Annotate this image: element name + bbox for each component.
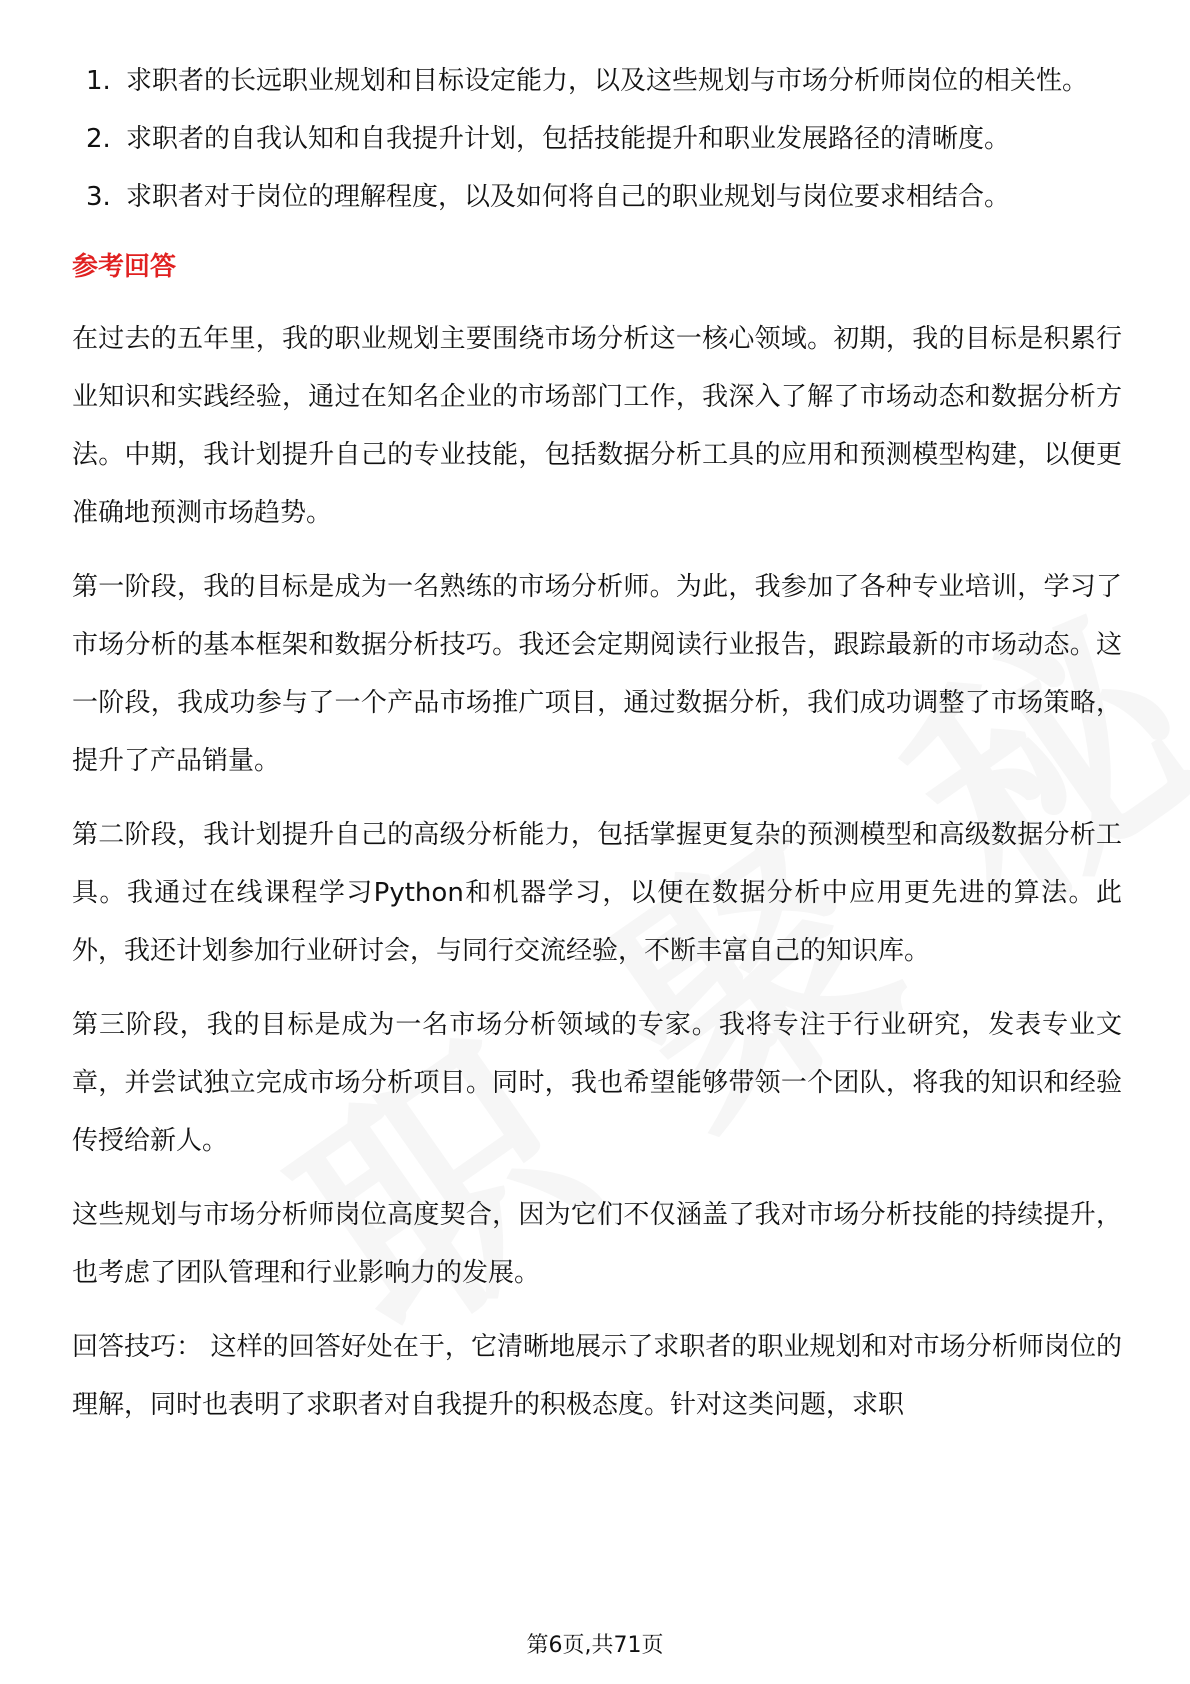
paragraph: 这些规划与市场分析师岗位高度契合，因为它们不仅涵盖了我对市场分析技能的持续提升，也考虑了团队管理和行业影响力的发展。 <box>72 1200 1122 1288</box>
list-item <box>72 52 1122 110</box>
list-item <box>72 168 1122 226</box>
list-item-text: 求职者对于岗位的理解程度，以及如何将自己的职业规划与岗位要求相结合。 <box>126 182 1011 212</box>
paragraph: 第三阶段，我的目标是成为一名市场分析领域的专家。我将专注于行业研究，发表专业文章，并尝试独立完成市场分析项目。同时，我也希望能够带领一个团队，将我的知识和经验传授给新人。 <box>72 1010 1122 1156</box>
list-item <box>72 110 1122 168</box>
criteria-list <box>72 52 1122 226</box>
section-title: 参考回答 <box>72 252 177 282</box>
list-item-number: 3. <box>86 182 111 212</box>
list-item-number: 2. <box>86 124 111 154</box>
paragraph: 第二阶段，我计划提升自己的高级分析能力，包括掌握更复杂的预测模型和高级数据分析工具。我通过在线课程学习Python和机器学习，以便在数据分析中应用更先进的算法。此外，我还计划参加行业研讨会，与同行交流经验，不断丰富自己的知识库。 <box>72 820 1122 966</box>
paragraph: 在过去的五年里，我的职业规划主要围绕市场分析这一核心领域。初期，我的目标是积累行业知识和实践经验，通过在知名企业的市场部门工作，我深入了解了市场动态和数据分析方法。中期，我计划提升自己的专业技能，包括数据分析工具的应用和预测模型构建，以便更准确地预测市场趋势。 <box>72 324 1122 528</box>
page-content <box>72 52 1122 1434</box>
list-item-text: 求职者的长远职业规划和目标设定能力，以及这些规划与市场分析师岗位的相关性。 <box>126 66 1089 96</box>
list-item-text: 求职者的自我认知和自我提升计划，包括技能提升和职业发展路径的清晰度。 <box>126 124 1011 154</box>
paragraph: 回答技巧： 这样的回答好处在于，它清晰地展示了求职者的职业规划和对市场分析师岗位的理解，同时也表明了求职者对自我提升的积极态度。针对这类问题，求职 <box>72 1332 1122 1420</box>
page-number: 第6页,共71页 <box>526 1633 664 1658</box>
paragraph: 第一阶段，我的目标是成为一名熟练的市场分析师。为此，我参加了各种专业培训，学习了市场分析的基本框架和数据分析技巧。我还会定期阅读行业报告，跟踪最新的市场动态。这一阶段，我成功参与了一个产品市场推广项目，通过数据分析，我们成功调整了市场策略，提升了产品销量。 <box>72 572 1122 776</box>
list-item-number: 1. <box>86 66 111 96</box>
